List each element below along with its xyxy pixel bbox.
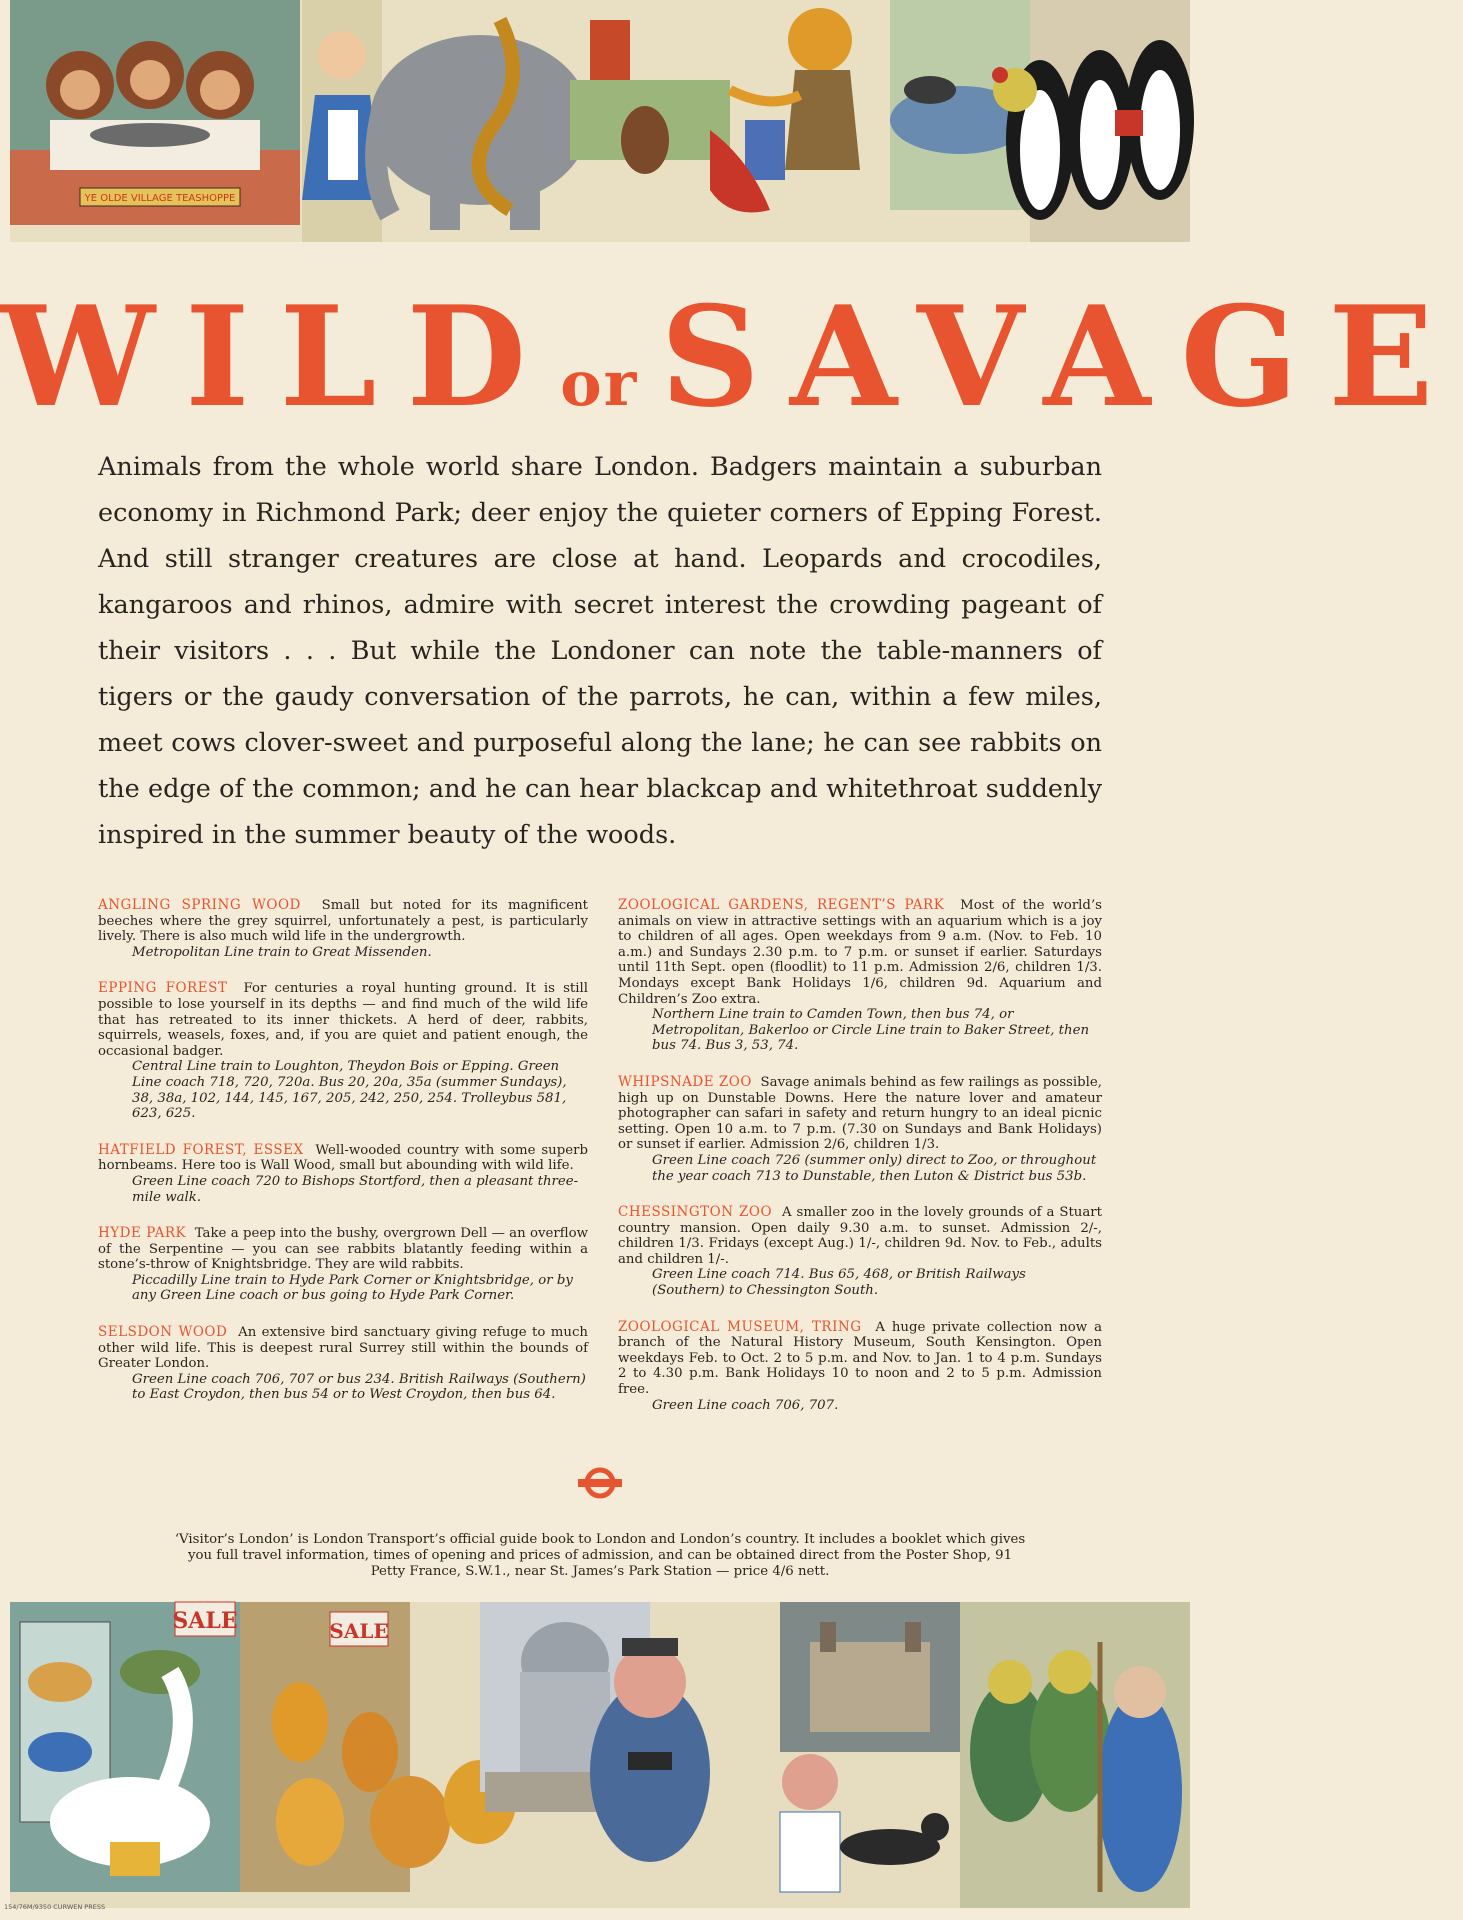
entry-hyde-park bbox=[98, 1226, 588, 1304]
entry-selsdon-wood bbox=[98, 1325, 588, 1403]
london-scene-image bbox=[10, 1602, 1190, 1908]
entry-description: A huge private collection now a branch of the Natural History Museum, South Kensington. Open weekdays Feb. to Oct. 2 to 5 p.m. and Nov. to Jan. 1 to 4 p.m. Sundays 2 to 4.30 p.m. Bank Holidays 10 to noon and 2 to 5 p.m. Admission free. bbox=[618, 1319, 1102, 1398]
headline-word-wild: WILD bbox=[0, 275, 557, 438]
entry-angling-spring-wood bbox=[98, 898, 588, 960]
headline-word-savage: SAVAGE bbox=[660, 275, 1463, 438]
entry-title: SELSDON WOOD bbox=[98, 1324, 228, 1341]
headline bbox=[0, 275, 1463, 438]
tearoom-sign: YE OLDE VILLAGE TEASHOPPE bbox=[84, 193, 236, 204]
entry-directions: Green Line coach 720 to Bishops Stortford, then a pleasant three-mile walk. bbox=[132, 1173, 579, 1205]
entry-title: EPPING FOREST bbox=[98, 980, 228, 997]
left-column bbox=[98, 898, 588, 1424]
entry-title: ZOOLOGICAL MUSEUM, TRING bbox=[618, 1318, 862, 1335]
printer-imprint: 154/76M/9350 CURWEN PRESS bbox=[4, 1903, 106, 1911]
zoo-scene-image bbox=[10, 0, 1190, 242]
entry-title: HATFIELD FOREST, ESSEX bbox=[98, 1141, 304, 1158]
entry-description: An extensive bird sanctuary giving refuge to much other wild life. This is deepest rural Surrey still within the bounds of Greater London. bbox=[98, 1325, 588, 1372]
entry-description: Take a peep into the bushy, overgrown Dell — an overflow of the Serpentine — you can see rabbits blatantly feeding within a stone’s-throw of Knightsbridge. They are wild rabbits. bbox=[98, 1226, 588, 1273]
top-illustration bbox=[10, 0, 1190, 242]
entry-tring-museum bbox=[618, 1320, 1102, 1414]
entry-hatfield-forest bbox=[98, 1143, 588, 1205]
entry-title: WHIPSNADE ZOO bbox=[618, 1073, 752, 1090]
entry-regents-park-zoo bbox=[618, 898, 1102, 1054]
entry-directions: Central Line train to Loughton, Theydon Bois or Epping. Green Line coach 718, 720, 720a. Bus 20, 20a, 35a (summer Sundays), 38, 38a, 102, 144, 145, 167, 205, 242, 250, 254. Trolleybus 581, 623, 625. bbox=[132, 1059, 567, 1122]
entry-directions: Green Line coach 706, 707 or bus 234. British Railways (Southern) to East Croydon, then bus 54 or to West Croydon, then bus 64. bbox=[132, 1371, 586, 1403]
entry-title: HYDE PARK bbox=[98, 1225, 187, 1242]
intro-paragraph: Animals from the whole world share London. Badgers maintain a suburban economy in Richmond Park; deer enjoy the quieter corners of Epping Forest. And still stranger creatures are close at hand. Leopards and crocodiles, kangaroos and rhinos, admire with secret interest the crowding pageant of their visitors . . . But while the Londoner can note the table-manners of tigers or the gaudy conversation of the parrots, he can, within a few miles, meet cows clover-sweet and purposeful along the lane; he can see rabbits on the edge of the common; and he can hear blackcap and whitethroat suddenly inspired in the summer beauty of the woods. bbox=[98, 452, 1102, 850]
entry-epping-forest bbox=[98, 981, 588, 1121]
entry-chessington-zoo bbox=[618, 1205, 1102, 1299]
right-column bbox=[618, 898, 1102, 1434]
footer-note: ‘Visitor’s London’ is London Transport’s official guide book to London and London’s country. It includes a booklet which gives you full travel information, times of opening and prices of admission, and can be obtained direct from the Poster Shop, 91 Petty France, S.W.1., near St. James’s Park Station — price 4/6 nett. bbox=[174, 1532, 1026, 1579]
entry-description: A smaller zoo in the lovely grounds of a Stuart country mansion. Open daily 9.30 a.m. to sunset. Admission 2/-, children 1/3. Fridays (except Aug.) 1/-, children 9d. Nov. to Feb., adults and children 1/-. bbox=[618, 1205, 1102, 1267]
entry-directions: Green Line coach 706, 707. bbox=[652, 1397, 839, 1413]
bottom-illustration bbox=[10, 1602, 1190, 1908]
london-transport-roundel-icon bbox=[576, 1466, 624, 1500]
entry-description: Well-wooded country with some superb hornbeams. Here too is Wall Wood, small but abounding with wild life. bbox=[98, 1142, 588, 1174]
shop-sign-sale-2: SALE bbox=[329, 1619, 389, 1643]
entry-directions: Metropolitan Line train to Great Missenden. bbox=[132, 944, 432, 960]
entry-title: ZOOLOGICAL GARDENS, REGENT’S PARK bbox=[618, 897, 945, 913]
headline-word-or: or bbox=[560, 347, 639, 420]
entry-whipsnade-zoo bbox=[618, 1075, 1102, 1184]
entry-directions: Green Line coach 714. Bus 65, 468, or British Railways (Southern) to Chessington South. bbox=[652, 1267, 1026, 1299]
entry-title: CHESSINGTON ZOO bbox=[618, 1204, 773, 1221]
entry-directions: Piccadilly Line train to Hyde Park Corner or Knightsbridge, or by any Green Line coach or bus going to Hyde Park Corner. bbox=[132, 1272, 573, 1304]
entry-directions: Green Line coach 726 (summer only) direct to Zoo, or throughout the year coach 713 to Dunstable, then Luton & District bus 53b. bbox=[652, 1152, 1097, 1184]
entry-description: Savage animals behind as few railings as possible, high up on Dunstable Downs. Here the nature lover and amateur photographer can safari in safety and return hungry to an ideal picnic setting. Open 10 a.m. to 7 p.m. (7.30 on Sundays and Bank Holidays) or sunset if earlier. Admission 2/6, children 1/3. bbox=[618, 1074, 1102, 1153]
entry-description: For centuries a royal hunting ground. It is still possible to lose yourself in its depths — and find much of the wild life that has retreated to its inner thickets. A herd of deer, rabbits, squirrels, weasels, foxes, and, if you are quiet and patient enough, the occasional badger. bbox=[98, 981, 588, 1059]
shop-sign-sale-1: SALE bbox=[172, 1608, 238, 1634]
entry-title: ANGLING SPRING WOOD bbox=[98, 897, 301, 913]
entry-description: Most of the world’s animals on view in attractive settings with an aquarium which is a joy to children of all ages. Open weekdays from 9 a.m. (Nov. to Feb. 10 a.m.) and Sundays 2.30 p.m. to 7 p.m. or sunset if earlier. Saturdays until 11th Sept. open (floodlit) to 11 p.m. Admission 2/6, children 1/3. Mondays except Bank Holidays 1/6, children 9d. Aquarium and Children’s Zoo extra. bbox=[618, 898, 1102, 1007]
entry-directions: Northern Line train to Camden Town, then bus 74, or Metropolitan, Bakerloo or Circle Line train to Baker Street, then bus 74. Bus 3, 53, 74. bbox=[652, 1007, 1090, 1054]
entry-description: Small but noted for its magnificent beeches where the grey squirrel, unfortunately a pest, is particularly lively. There is also much wild life in the undergrowth. bbox=[98, 898, 588, 945]
